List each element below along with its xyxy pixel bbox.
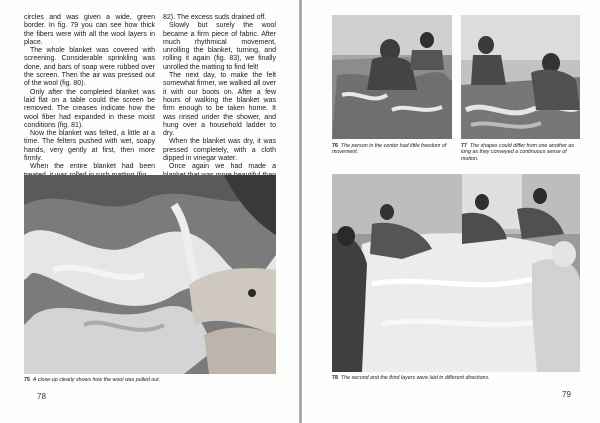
photo-felters-shapes: [461, 15, 580, 139]
caption-text: The shapes could differ from one another as long as they conveyed a continuous sense of motion.: [461, 143, 574, 162]
paragraph: When the blanket was dry, it was pressed completely, with a cloth dipped in vinegar water.: [163, 138, 276, 163]
paragraph: circles and was given a wide, green border. In fig. 79 you can see how thick the fibers were with all the wool layers in place.: [24, 14, 155, 46]
paragraph: 82). The excess suds drained off.: [163, 14, 267, 21]
figure-75-caption: [24, 377, 276, 383]
figure-76-caption: [332, 143, 452, 156]
text-column-1: [24, 14, 155, 180]
paragraph: Only after the completed blanket was laid flat on a table could the screen be removed. The creases indicate how the wool fiber had expanded in these moist conditions (fig. 81).: [24, 88, 155, 129]
figure-78-caption: [332, 375, 580, 381]
paragraph: Now the blanket was felted, a little at a time. The felters pushed with wet, soapy hands, very gently at first, then more firmly.: [24, 130, 155, 163]
figure-number: 76: [332, 143, 338, 149]
photo-felters-center: [332, 15, 452, 139]
figure-77-caption: [461, 143, 580, 162]
paragraph: When the entire blanket had been: [30, 163, 155, 171]
paragraph: Slowly but surely the wool became a firm piece of fabric. After much rhythmical movement, unrolling the blanket, turning, and rolling it again (fig. 83), we finally unrolled the matting to find felt!: [163, 22, 276, 71]
caption-text: The person in the center had little freedom of movement.: [332, 143, 447, 156]
paragraph: The whole blanket was covered with screening. Considerable sprinkling was done, and bars of soap were rubbed over the screen. Then the air was pressed out of the wool (fig. 80).: [24, 47, 155, 88]
paragraph: The next day, to make the felt somewhat firmer, we walked all over it with our boots on. After a few hours of walking the blanket was firm enough to be taken home. It was rinsed under the shower, and hung over a household ladder to dry.: [163, 72, 276, 138]
figure-number: 78: [332, 375, 338, 381]
paragraph: Once again we had made a: [169, 163, 276, 171]
page-number-right: 79: [562, 390, 571, 399]
caption-text: The second and the third layers were laid in different directions.: [340, 375, 490, 381]
page-number-left: 78: [37, 392, 46, 401]
photo-wool-layers: [332, 174, 580, 372]
book-gutter: [299, 0, 302, 423]
photo-wool-closeup: [24, 175, 276, 374]
figure-number: 75: [24, 377, 30, 383]
figure-number: 77: [461, 143, 467, 149]
caption-text: A close-up clearly shows how the wool was pulled out.: [32, 377, 161, 383]
